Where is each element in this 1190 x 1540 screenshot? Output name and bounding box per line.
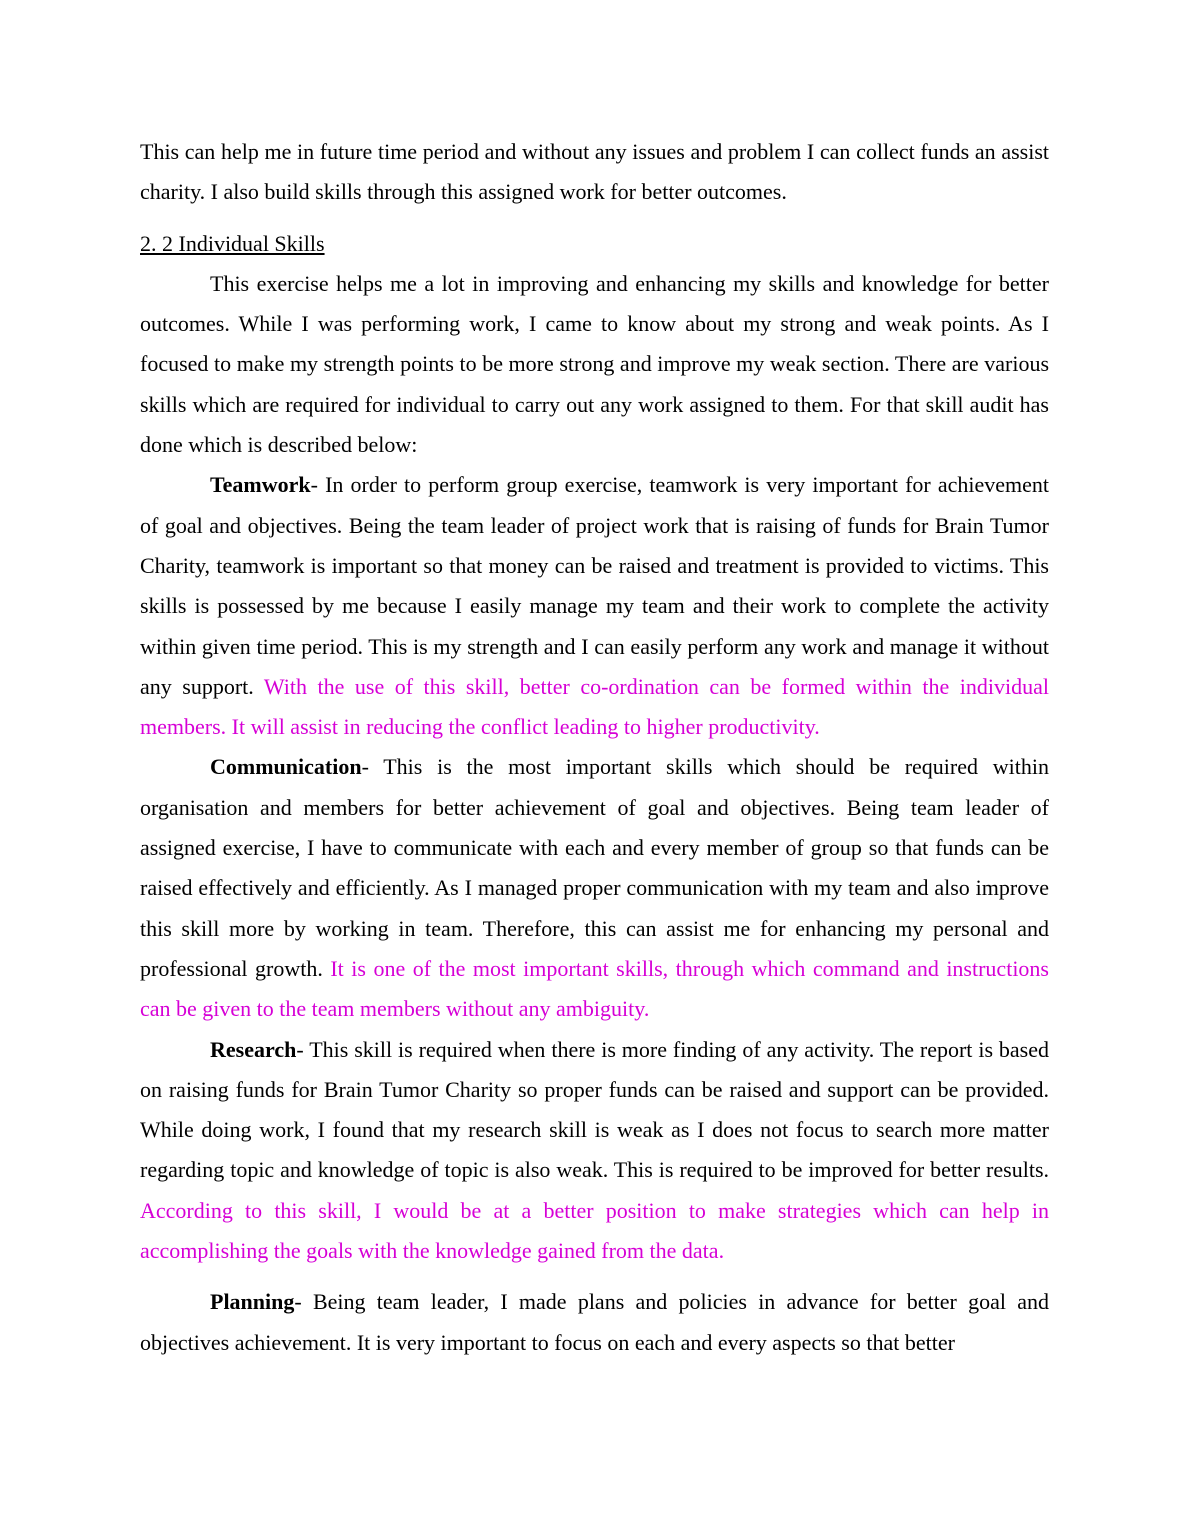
skill-term: Planning — [210, 1289, 295, 1315]
skill-highlight: It is one of the most important skills, through which command and instructions can be given to the team members without any ambiguity. — [140, 955, 1049, 1022]
skill-term: Teamwork — [210, 472, 311, 498]
skill-paragraph-planning — [140, 1282, 1049, 1363]
skill-paragraph-research — [140, 1030, 1049, 1272]
skill-text: - This is the most important skills which should be required within organisation and members for better achievement of goal and objectives. Being team leader of assigned exercise, I have to communicate with each and every member of group so that funds can be raised effectively and efficiently. As I managed proper communication with my team and also improve this skill more by working in team. Therefore, this can assist me for enhancing my personal and professional growth. — [140, 754, 1049, 981]
skill-term: Communication — [210, 754, 362, 780]
skill-text: - Being team leader, I made plans and policies in advance for better goal and objectives achievement. It is very important to focus on each and every aspects so that better — [140, 1289, 1049, 1355]
skill-text: - In order to perform group exercise, teamwork is very important for achievement of goal and objectives. Being the team leader of project work that is raising of funds for Brain Tumor Charity, teamwork is important so that money can be raised and treatment is provided to victims. This skills is possessed by me because I easily manage my team and their work to complete the activity within given time period. This is my strength and I can easily perform any work and manage it without any support. — [140, 472, 1049, 699]
skill-highlight: With the use of this skill, better co-ordination can be formed within the individual members. It will assist in reducing the conflict leading to higher productivity. — [140, 673, 1050, 740]
skill-paragraph-teamwork — [140, 465, 1049, 747]
section-heading: 2. 2 Individual Skills — [140, 230, 325, 256]
document-page — [140, 132, 1049, 1363]
skill-text: - This skill is required when there is more finding of any activity. The report is based on raising funds for Brain Tumor Charity so proper funds can be raised and support can be provided. While doing work, I found that my research skill is weak as I does not focus to search more matter regarding topic and knowledge of topic is also weak. This is required to be improved for better results. — [140, 1036, 1049, 1183]
skill-term: Research — [210, 1036, 297, 1062]
intro-paragraph: This can help me in future time period and without any issues and problem I can collect funds an assist charity. I also build skills through this assigned work for better outcomes. — [140, 139, 1049, 205]
skill-paragraph-communication — [140, 747, 1049, 1029]
skill-highlight: According to this skill, I would be at a better position to make strategies which can help in accomplishing the goals with the knowledge gained from the data. — [140, 1197, 1049, 1264]
section-intro-paragraph: This exercise helps me a lot in improving and enhancing my skills and knowledge for better outcomes. While I was performing work, I came to know about my strong and weak points. As I focused to make my strength points to be more strong and improve my weak section. There are various skills which are required for individual to carry out any work assigned to them. For that skill audit has done which is described below: — [140, 270, 1049, 458]
